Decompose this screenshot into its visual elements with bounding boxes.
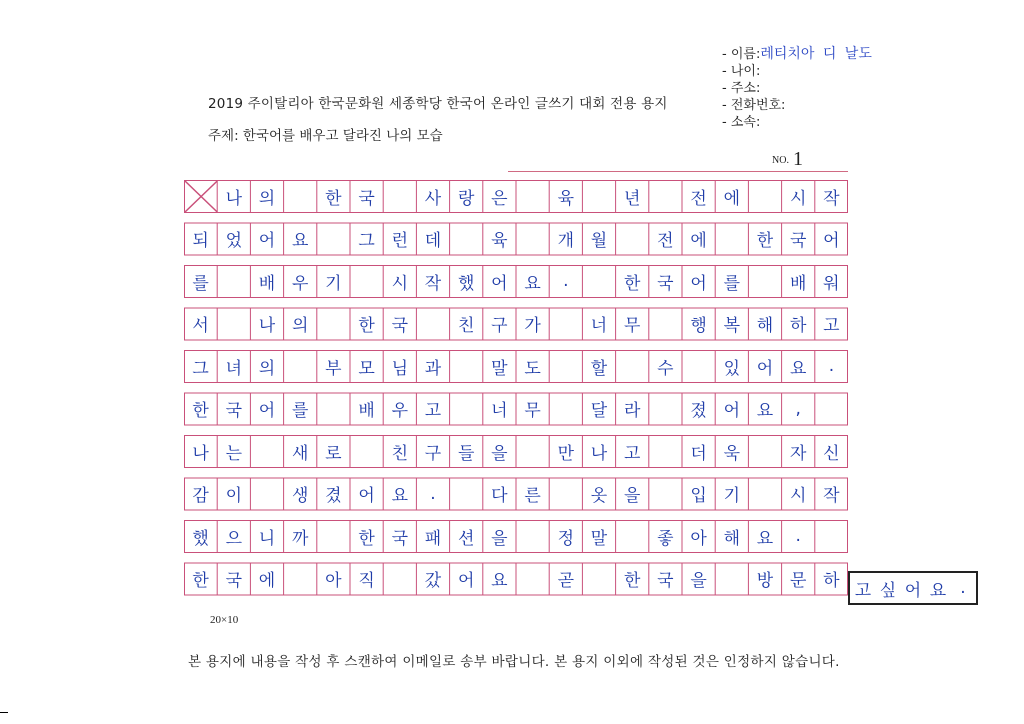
grid-cell [416, 308, 449, 340]
grid-cell [350, 435, 383, 467]
grid-cell: 국 [391, 528, 408, 549]
grid-cell [616, 350, 649, 382]
grid-cell [383, 180, 416, 212]
grid-cell: 이 [225, 486, 242, 506]
grid-cell: 과 [424, 358, 442, 379]
grid-cell [450, 223, 483, 255]
grid-cell: 했 [457, 273, 475, 294]
grid-cell: 요 [524, 273, 541, 294]
grid-cell: 한 [192, 401, 209, 421]
grid-cell: 어 [723, 401, 740, 421]
grid-cell: 기 [325, 273, 342, 294]
grid-cell: 요 [756, 528, 774, 549]
grid-cell [317, 308, 350, 340]
grid-cell [549, 393, 582, 425]
grid-cell: 무 [623, 316, 641, 336]
name-value: 레티치아 디 날도 [760, 46, 872, 62]
grid-cell: 작 [424, 273, 442, 294]
grid-cell: 를 [723, 273, 740, 294]
grid-cell: 입 [690, 486, 707, 506]
grid-cell: 행 [690, 316, 707, 336]
grid-cell: 한 [623, 571, 641, 591]
grid-cell: 런 [391, 231, 408, 251]
grid-cell [516, 435, 549, 467]
header-rule [508, 171, 848, 172]
submission-notice: 본 용지에 내용을 작성 후 스캔하여 이메일로 송부 바랍니다. 본 용지 이외에 작성된 것은 인정하지 않습니다. [188, 654, 840, 670]
grid-cell: 국 [225, 571, 242, 591]
grid-cell [549, 350, 582, 382]
grid-cell: 으 [225, 528, 242, 549]
grid-cell: 에 [723, 188, 740, 209]
grid-cell: 에 [690, 231, 707, 251]
grid-cell: 를 [291, 401, 309, 421]
grid-cell: 어 [258, 401, 276, 421]
grid-cell: 복 [723, 316, 740, 336]
grid-cell: 전 [657, 231, 674, 251]
grid-cell: 되 [192, 231, 209, 251]
grid-cell [284, 350, 317, 382]
grid-cell: 해 [756, 316, 774, 336]
grid-cell: . [795, 526, 801, 546]
grid-cell [217, 265, 250, 297]
grid-cell: 어 [258, 231, 276, 251]
grid-cell [715, 563, 748, 595]
grid-cell: 무 [524, 401, 541, 421]
grid-cell: 아 [690, 528, 707, 549]
grid-cell: 말 [491, 358, 508, 379]
name-label: - 이름: [722, 47, 761, 62]
name-row [722, 46, 872, 63]
grid-cell: 랑 [457, 188, 475, 209]
grid-cell: 했 [192, 528, 209, 549]
grid-cell: 수 [657, 358, 674, 379]
grid-cell: 국 [657, 273, 674, 294]
grid-cell: 배 [258, 273, 276, 294]
grid-cell: 생 [291, 486, 309, 506]
grid-cell: 어 [457, 571, 475, 591]
grid-cell [715, 223, 748, 255]
grid-cell: 달 [590, 401, 608, 421]
grid-cell [815, 393, 848, 425]
grid-cell: 을 [491, 528, 508, 549]
grid-cell: 로 [325, 443, 342, 464]
grid-cell [616, 520, 649, 552]
grid-cell: 은 [491, 188, 508, 209]
grid-cell: 새 [291, 443, 309, 464]
grid-cell: 전 [690, 188, 707, 209]
grid-cell [649, 393, 682, 425]
grid-cell: 를 [192, 273, 209, 294]
grid-cell: 년 [623, 188, 641, 209]
grid-cell [649, 308, 682, 340]
grid-cell: , [795, 398, 801, 419]
manuscript-grid [184, 180, 848, 604]
grid-cell: 곧 [557, 571, 574, 591]
grid-cell: 사 [424, 188, 442, 209]
essay-topic: 주제: 한국어를 배우고 달라진 나의 모습 [208, 128, 443, 144]
grid-cell: 친 [391, 443, 408, 464]
grid-cell: 고 [623, 443, 641, 464]
grid-cell: 육 [491, 231, 508, 251]
grid-cell: 한 [756, 231, 774, 251]
grid-cell: 워 [823, 273, 840, 294]
grid-cell [582, 265, 615, 297]
page-number-value: 1 [792, 148, 803, 170]
grid-cell [217, 308, 250, 340]
grid-cell [748, 180, 781, 212]
grid-cell: 라 [623, 401, 641, 421]
grid-cell: 우 [391, 401, 408, 421]
overflow-char: 요 [929, 580, 947, 601]
grid-cell: 었 [225, 231, 242, 251]
grid-cell: 한 [192, 571, 209, 591]
grid-cell [682, 350, 715, 382]
grid-cell: 구 [491, 316, 508, 336]
grid-cell: 해 [723, 528, 740, 549]
address-label: - 주소: [722, 81, 761, 96]
grid-cell: 고 [424, 401, 442, 421]
grid-cell: 좋 [657, 528, 674, 549]
grid-cell: 있 [723, 358, 740, 379]
page-number-label: NO. [772, 155, 789, 166]
grid-cell [815, 520, 848, 552]
margin-mark [0, 712, 8, 713]
grid-cell: 나 [192, 443, 209, 464]
grid-cell: 까 [291, 528, 309, 549]
grid-cell: 배 [358, 401, 375, 421]
grid-cell [649, 435, 682, 467]
grid-cell: 어 [690, 273, 707, 294]
grid-cell: . [563, 271, 569, 291]
overflow-char: 싶 [879, 580, 897, 601]
grid-cell [748, 435, 781, 467]
grid-cell [317, 520, 350, 552]
grid-cell: 을 [690, 571, 707, 591]
grid-cell [516, 520, 549, 552]
grid-cell: 한 [325, 188, 342, 209]
grid-cell: . [430, 483, 436, 504]
grid-cell: 고 [823, 316, 840, 336]
grid-cell [649, 478, 682, 510]
grid-cell: 다 [491, 486, 508, 506]
grid-cell: 육 [557, 188, 574, 209]
grid-cell: 시 [789, 486, 807, 506]
grid-cell: 들 [457, 443, 475, 464]
grid-cell: 요 [789, 358, 807, 379]
grid-cell: 작 [823, 486, 840, 506]
grid-cell [250, 435, 283, 467]
grid-cell: 월 [590, 231, 608, 251]
grid-size-label: 20×10 [210, 614, 239, 626]
grid-cell: 한 [358, 316, 375, 336]
grid-cell [350, 265, 383, 297]
grid-cell: 요 [491, 571, 508, 591]
grid-cell: 만 [557, 443, 574, 464]
grid-cell: 너 [491, 401, 508, 421]
phone-label: - 전화번호: [722, 98, 786, 113]
grid-cell: 어 [491, 273, 508, 294]
grid-cell: 더 [690, 443, 707, 464]
grid-cell [284, 563, 317, 595]
grid-cell: 의 [258, 358, 276, 379]
grid-cell: 도 [524, 358, 541, 379]
grid-cell: 국 [391, 316, 408, 336]
grid-cell: 나 [225, 188, 242, 209]
contest-title: 2019 주이탈리아 한국문화원 세종학당 한국어 온라인 글쓰기 대회 전용 용지 [208, 96, 668, 112]
grid-cell [516, 180, 549, 212]
grid-cell: 아 [325, 571, 342, 591]
grid-cell: 배 [789, 273, 807, 294]
grid-cell [582, 563, 615, 595]
grid-cell: 녀 [225, 358, 242, 379]
grid-cell: 님 [391, 358, 408, 379]
grid-cell: 국 [358, 188, 375, 209]
overflow-char: 고 [854, 580, 872, 601]
grid-cell: 그 [358, 231, 375, 251]
grid-cell: 할 [590, 358, 608, 379]
grid-cell: 신 [823, 443, 840, 464]
grid-cell: 요 [756, 401, 774, 421]
grid-cell: 의 [291, 316, 309, 336]
grid-cell: 가 [524, 316, 541, 336]
grid-cell: 기 [723, 486, 740, 506]
overflow-char: 어 [904, 580, 922, 601]
grid-cell: 감 [192, 486, 209, 506]
grid-cell [250, 478, 283, 510]
grid-cell: 국 [789, 231, 807, 251]
grid-cell [284, 180, 317, 212]
grid-cell [748, 478, 781, 510]
grid-cell: 졌 [690, 401, 707, 421]
grid-cell: 그 [192, 358, 209, 379]
grid-cell [516, 563, 549, 595]
grid-cell [450, 350, 483, 382]
age-label: - 나이: [722, 64, 761, 79]
grid-cell: 한 [623, 273, 641, 294]
grid-cell [450, 393, 483, 425]
grid-cell: 직 [358, 571, 375, 591]
grid-cell [616, 223, 649, 255]
grid-cell: 겼 [325, 486, 342, 506]
personal-info [722, 46, 872, 131]
grid-cell: 옷 [590, 486, 608, 506]
grid-cell: 나 [258, 316, 276, 336]
grid-cell: 문 [789, 571, 807, 591]
grid-cell [516, 223, 549, 255]
grid-cell [450, 478, 483, 510]
grid-cell: 요 [391, 486, 408, 506]
grid-cell: 너 [590, 316, 608, 336]
grid-cell: 모 [358, 358, 375, 379]
grid-cell: 어 [358, 486, 375, 506]
grid-cell: 친 [457, 316, 475, 336]
grid-cell: 어 [756, 358, 774, 379]
grid-cell: 패 [424, 528, 442, 549]
grid-cell: 데 [424, 231, 442, 251]
page-number [772, 148, 803, 171]
grid-cell: 우 [291, 273, 309, 294]
grid-cell: . [828, 356, 835, 376]
grid-cell [549, 478, 582, 510]
grid-cell: 하 [823, 571, 840, 591]
grid-cell: 시 [789, 188, 807, 209]
grid-cell: 는 [225, 443, 242, 464]
grid-cell [582, 180, 615, 212]
grid-cell: 을 [491, 443, 508, 464]
grid-cell: 욱 [723, 443, 740, 464]
grid-cell: 갔 [424, 571, 442, 591]
grid-cell: 말 [590, 528, 608, 549]
grid-cell: 국 [657, 571, 674, 591]
grid-cell: 어 [823, 231, 840, 251]
grid-cell: 개 [557, 231, 574, 251]
grid-cell: 서 [192, 316, 209, 336]
grid-cell: 작 [823, 188, 840, 209]
grid-cell: 션 [457, 528, 475, 549]
grid-cell: 니 [258, 528, 276, 549]
grid-cell: 의 [258, 188, 276, 209]
grid-cell [649, 180, 682, 212]
grid-cell [317, 223, 350, 255]
grid-cell: 을 [623, 486, 641, 506]
grid-cell: 한 [358, 528, 375, 549]
grid-cell: 요 [291, 231, 309, 251]
grid-cell [748, 265, 781, 297]
grid-cell: 국 [225, 401, 242, 421]
affiliation-label: - 소속: [722, 115, 761, 130]
grid-cell [184, 180, 217, 212]
grid-cell: 른 [524, 486, 541, 506]
grid-cell [549, 308, 582, 340]
grid-cell: 하 [789, 316, 807, 336]
grid-cell: 부 [325, 358, 342, 379]
grid-cell: 자 [789, 443, 807, 464]
grid-cell: 구 [424, 443, 442, 464]
grid-cell: 정 [557, 528, 574, 549]
grid-cell [383, 563, 416, 595]
overflow-char: . [960, 578, 966, 598]
grid-cell: 시 [391, 273, 408, 294]
grid-cell: 에 [258, 571, 276, 591]
grid-cell: 방 [756, 571, 774, 591]
grid-cell [317, 393, 350, 425]
grid-cell: 나 [590, 443, 608, 464]
